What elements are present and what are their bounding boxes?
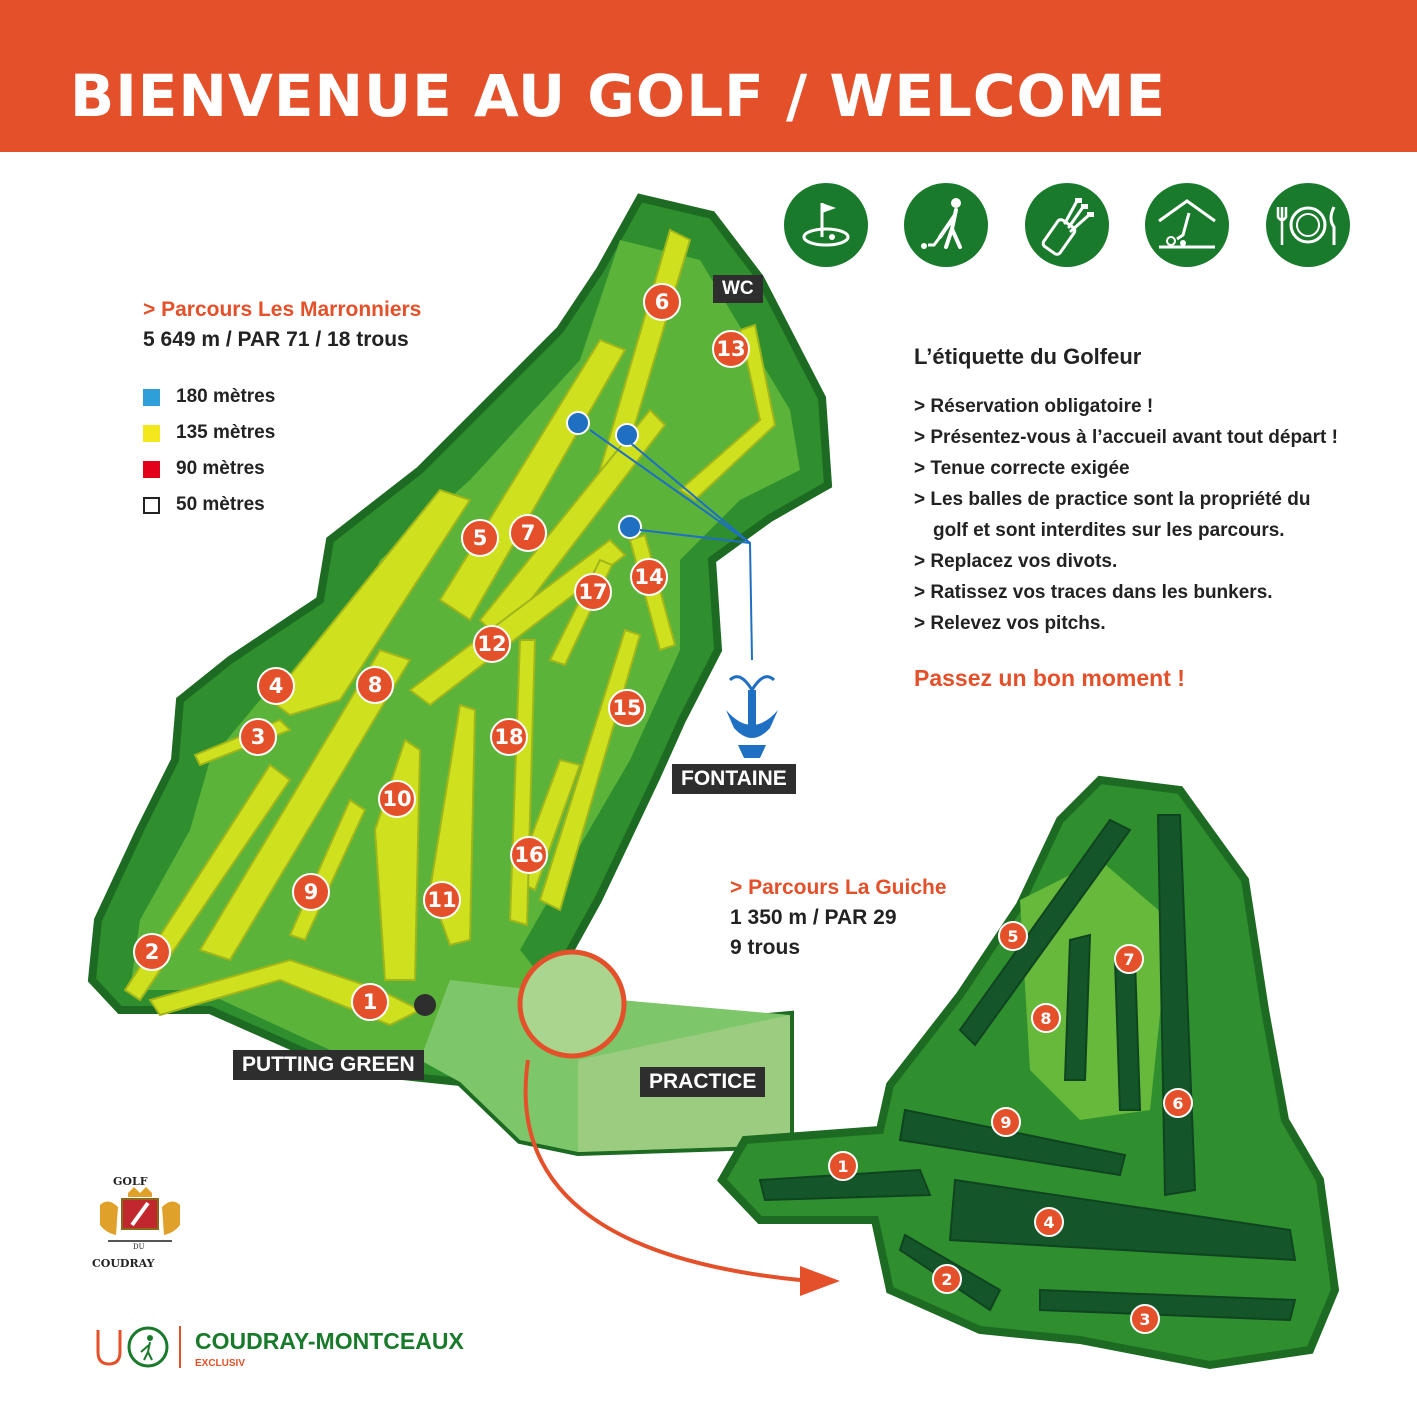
practice-zoom-circle	[520, 952, 624, 1056]
logo-text-top: GOLF	[113, 1175, 148, 1188]
golf-coudray-logo	[88, 1175, 192, 1279]
rule-item: > Présentez-vous à l’accueil avant tout départ !	[914, 427, 1338, 448]
u0-logo-icon	[92, 1322, 182, 1370]
rule-item: > Relevez vos pitchs.	[914, 613, 1106, 634]
hole-marker: 7	[1114, 944, 1144, 974]
hole-marker: 16	[510, 836, 548, 874]
small-fairway-8	[1065, 935, 1090, 1080]
closing-message: Passez un bon moment !	[914, 665, 1185, 691]
small-course-details: 1 350 m / PAR 29	[730, 906, 897, 929]
brand-tagline: EXCLUSIV	[195, 1358, 246, 1369]
hole-marker: 5	[461, 519, 499, 557]
hole-marker: 9	[292, 873, 330, 911]
legend-label: 50 mètres	[176, 494, 265, 515]
hole-marker: 15	[608, 689, 646, 727]
rule-item: > Réservation obligatoire !	[914, 396, 1154, 417]
hole-marker: 13	[712, 330, 750, 368]
hole-marker: 10	[378, 780, 416, 818]
hole-marker: 7	[509, 514, 547, 552]
rule-item: > Tenue correcte exigée	[914, 458, 1130, 479]
water-hazard	[616, 424, 638, 446]
hole-marker: 18	[490, 718, 528, 756]
putting-green-label: PUTTING GREEN	[233, 1050, 424, 1080]
legend-label: 90 mètres	[176, 458, 265, 479]
main-course-title: > Parcours Les Marronniers	[143, 298, 422, 321]
hole-marker: 8	[356, 666, 394, 704]
hole-marker: 3	[239, 718, 277, 756]
hole-marker: 1	[351, 983, 389, 1021]
hole-marker: 5	[998, 921, 1028, 951]
hole-marker: 17	[574, 573, 612, 611]
water-hazard	[619, 516, 641, 538]
hole-marker: 6	[1163, 1088, 1193, 1118]
hole-marker: 6	[643, 283, 681, 321]
hole-marker: 3	[1130, 1304, 1160, 1334]
small-course-title: > Parcours La Guiche	[730, 876, 947, 899]
brand-name: COUDRAY-MONTCEAUX	[195, 1328, 464, 1354]
rule-item: > Replacez vos divots.	[914, 551, 1118, 572]
practice-label: PRACTICE	[640, 1067, 765, 1097]
logo-text-mid: DU	[133, 1243, 145, 1251]
fontaine-label: FONTAINE	[672, 764, 796, 794]
fountain-icon	[726, 677, 778, 758]
hole-marker: 4	[1034, 1207, 1064, 1237]
hole-marker: 12	[473, 625, 511, 663]
hole-marker: 14	[630, 558, 668, 596]
hole-marker: 8	[1031, 1003, 1061, 1033]
etiquette-title: L’étiquette du Golfeur	[914, 344, 1142, 369]
hole-marker: 2	[932, 1264, 962, 1294]
hole-marker: 2	[133, 933, 171, 971]
main-course-details: 5 649 m / PAR 71 / 18 trous	[143, 328, 409, 351]
rule-item: > Ratissez vos traces dans les bunkers.	[914, 582, 1273, 603]
hole-marker: 9	[991, 1107, 1021, 1137]
wc-label: WC	[713, 275, 763, 303]
legend-label: 180 mètres	[176, 386, 276, 407]
rule-item: golf et sont interdites sur les parcours.	[933, 520, 1285, 541]
putting-green-marker	[414, 994, 436, 1016]
hole-marker: 11	[423, 881, 461, 919]
hole-marker: 1	[828, 1151, 858, 1181]
small-course-holes: 9 trous	[730, 936, 801, 959]
page-title: BIENVENUE AU GOLF / WELCOME	[70, 62, 1167, 130]
arrow-head-icon	[800, 1266, 840, 1296]
small-fairway-7	[1115, 960, 1140, 1110]
rule-item: > Les balles de practice sont la propriété du	[914, 489, 1311, 510]
logo-text-bottom: COUDRAY	[92, 1257, 155, 1270]
hole-marker: 4	[257, 667, 295, 705]
water-hazard	[567, 412, 589, 434]
legend-label: 135 mètres	[176, 422, 276, 443]
